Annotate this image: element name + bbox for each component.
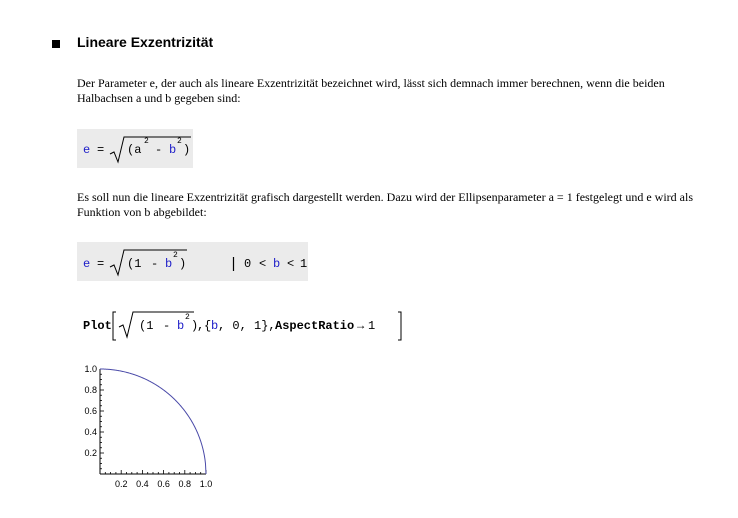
plot-close: )	[191, 319, 199, 333]
formula2-cond-zero: 0	[244, 257, 252, 271]
plot-arrow-icon: →	[357, 319, 365, 333]
plot-iterator-open: {	[204, 319, 212, 333]
formula1-b: b	[169, 143, 177, 157]
paragraph-intro-line2: Halbachsen a und b gegeben sind:	[77, 91, 241, 105]
plot-iterator-var: b	[211, 319, 219, 333]
formula2-exp: 2	[173, 251, 178, 260]
y-tick-label: 0.6	[84, 406, 97, 416]
plot-minus: -	[163, 319, 171, 333]
y-tick-label: 0.8	[84, 385, 97, 395]
plot-iterator-range: , 0, 1},	[218, 319, 276, 333]
formula1-exp1: 2	[144, 137, 149, 146]
formula-cell-2[interactable]	[77, 242, 308, 281]
formula2-condition-bar: |	[229, 256, 239, 273]
formula1-close: )	[183, 143, 191, 157]
formula1-lhs: e	[83, 143, 91, 157]
x-tick-label: 0.4	[136, 479, 149, 489]
plot-command-cell[interactable]	[83, 308, 393, 344]
formula2-b: b	[165, 257, 173, 271]
paragraph-intro	[77, 76, 717, 106]
formula1-open: (a	[127, 143, 142, 157]
formula2-eq: =	[97, 257, 105, 271]
y-tick-label: 1.0	[84, 364, 97, 374]
formula1-exp2: 2	[177, 137, 182, 146]
plot-comma: ,	[197, 319, 205, 333]
formula2-cond-lt2: <	[287, 257, 295, 271]
formula2-cond-lt1: <	[259, 257, 267, 271]
x-tick-label: 0.2	[114, 479, 128, 489]
paragraph-intro-line1: Der Parameter e, der auch als lineare Exzentrizität bezeichnet wird, lässt sich demnach immer berechnen, wenn die beiden	[77, 76, 665, 90]
y-tick-label: 0.2	[84, 448, 97, 458]
formula1-minus: -	[155, 143, 163, 157]
paragraph-plot-intro	[77, 190, 717, 220]
paragraph-plot-intro-line1: Es soll nun die lineare Exzentrizität grafisch dargestellt werden. Dazu wird der Ellipsenparameter a = 1 festgelegt und e wird als	[77, 190, 693, 204]
x-tick-label: 1.0	[199, 479, 213, 489]
plot-function-name: Plot	[83, 319, 112, 333]
plot-b: b	[177, 319, 185, 333]
formula2-open: (1	[127, 257, 142, 271]
plot-option-name: AspectRatio	[275, 319, 355, 333]
plot-series-line	[100, 369, 206, 474]
y-tick-label: 0.4	[84, 427, 97, 437]
formula2-cond-b: b	[273, 257, 281, 271]
plot-option-value: 1	[368, 319, 376, 333]
x-tick-label: 0.6	[157, 479, 170, 489]
formula2-minus: -	[151, 257, 159, 271]
paragraph-plot-intro-line2: Funktion von b abgebildet:	[77, 205, 207, 219]
formula2-lhs: e	[83, 257, 91, 271]
plot-axes	[84, 364, 212, 489]
plot-open: (1	[139, 319, 154, 333]
section-bullet-icon	[52, 40, 60, 48]
plot-exp: 2	[185, 313, 190, 322]
formula2-close: )	[179, 257, 187, 271]
formula2-cond-one: 1	[300, 257, 308, 271]
plot-chart	[75, 362, 225, 497]
section-title: Lineare Exzentrizität	[77, 34, 214, 50]
formula-cell-1[interactable]	[77, 129, 193, 168]
formula1-eq: =	[97, 143, 105, 157]
x-tick-label: 0.8	[178, 479, 192, 489]
